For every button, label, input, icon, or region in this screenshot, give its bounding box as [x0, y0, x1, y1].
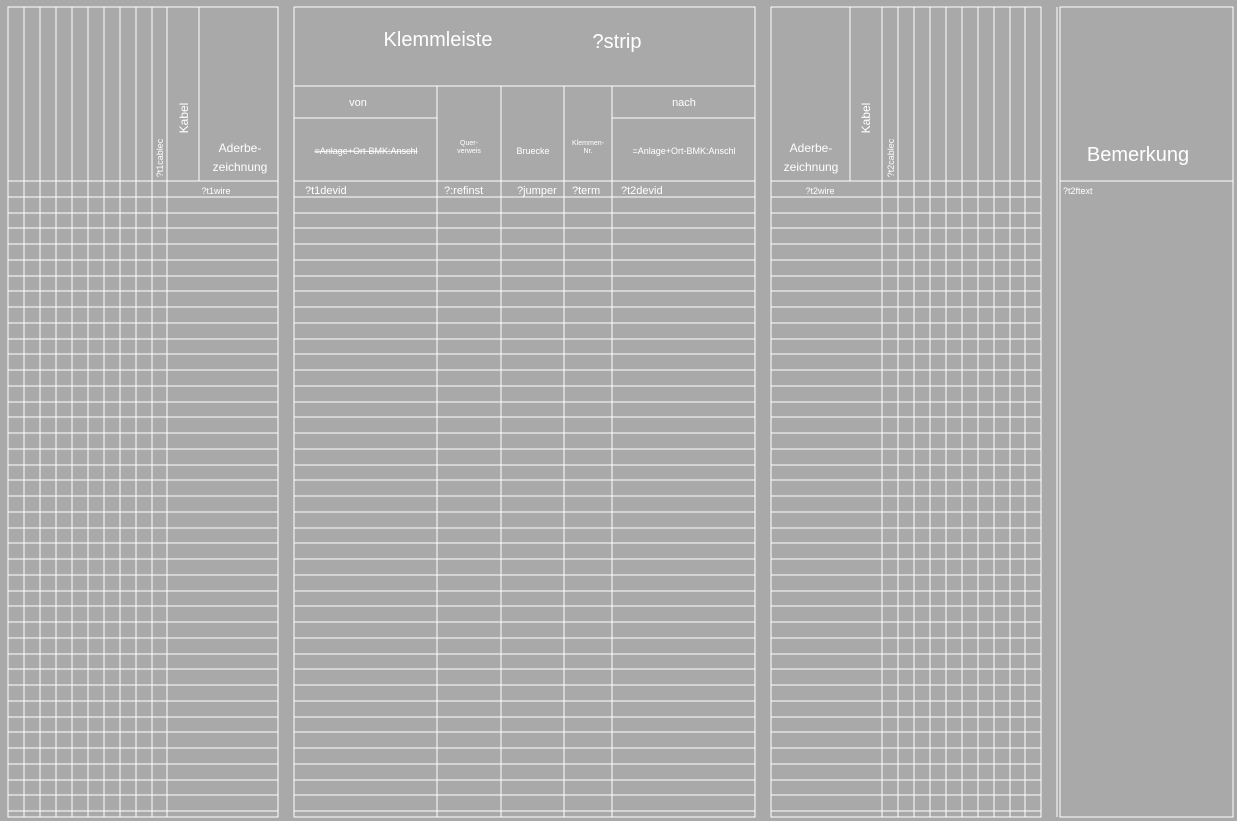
right-aderbezeichnung-line2: zeichnung [783, 160, 839, 174]
title-klemmleiste: Klemmleiste [383, 29, 493, 51]
row-refinst: ?:refinst [444, 185, 484, 197]
header-von: von [349, 97, 367, 109]
header-von-format: =Anlage+Ort-BMK:Anschl [314, 146, 418, 156]
row-t1wire: ?t1wire [201, 186, 231, 196]
middle-block-frame [294, 7, 755, 817]
right-kabel-label: Kabel [859, 102, 873, 134]
right-cablec-label: ?t2cablec [886, 138, 896, 178]
header-bruecke: Bruecke [516, 146, 550, 156]
right-block-frame [771, 7, 1041, 817]
right-aderbezeichnung-line1: Aderbe- [789, 141, 833, 155]
header-querverweis-line1: Quer- [460, 140, 478, 147]
row-t1devid: ?t1devid [305, 185, 347, 197]
left-block-frame [8, 7, 278, 817]
left-cablec-label: ?t1cablec [155, 138, 165, 178]
left-kabel-label: Kabel [177, 102, 191, 134]
row-t2devid: ?t2devid [621, 185, 663, 197]
row-jumper: ?jumper [517, 185, 557, 197]
header-klemmen-line1: Klemmen- [572, 140, 604, 147]
grid-lines [8, 7, 1233, 817]
header-nach: nach [672, 97, 696, 109]
header-bemerkung: Bemerkung [1086, 144, 1190, 166]
row-t2ftext: ?t2ftext [1063, 186, 1093, 196]
title-strip: ?strip [592, 31, 642, 53]
remark-block-frame [1060, 7, 1233, 817]
header-querverweis-line2: verweis [457, 148, 481, 155]
row-term: ?term [572, 185, 601, 197]
row-t2wire: ?t2wire [805, 186, 835, 196]
header-klemmen-line2: Nr. [583, 148, 593, 155]
header-nach-format: =Anlage+Ort-BMK:Anschl [632, 146, 736, 156]
left-aderbezeichnung-line1: Aderbe- [218, 141, 262, 155]
left-aderbezeichnung-line2: zeichnung [212, 160, 268, 174]
